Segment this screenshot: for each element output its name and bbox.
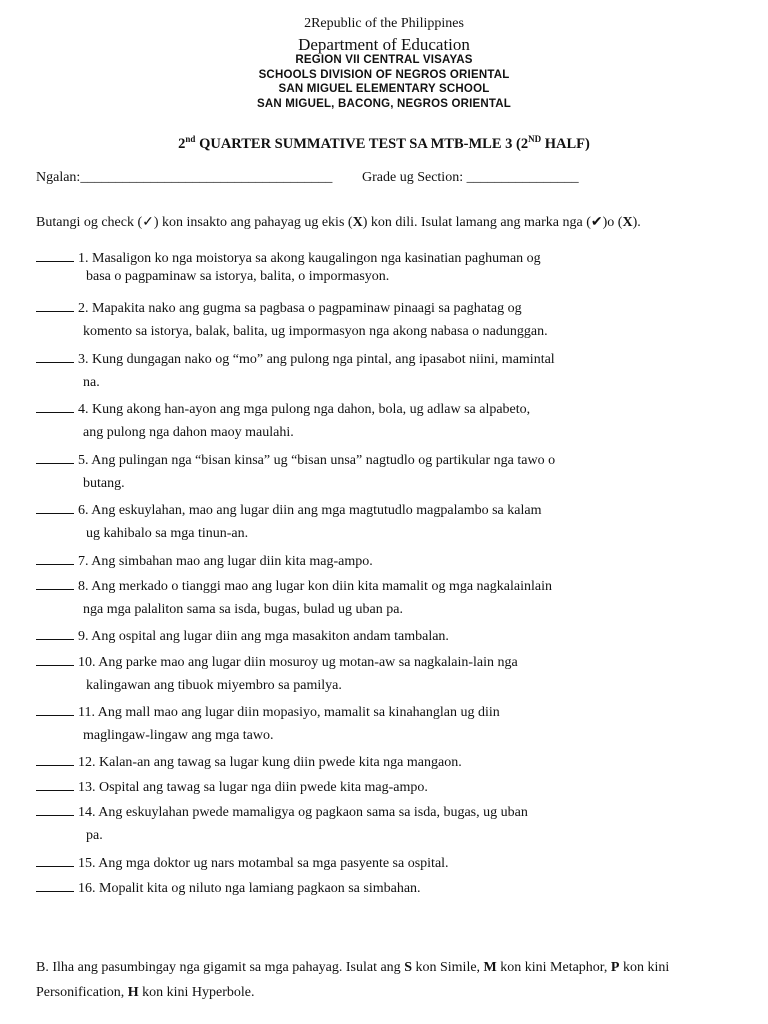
test-item	[36, 703, 500, 721]
answer-blank[interactable]	[36, 400, 74, 413]
item-number: 15.	[78, 856, 96, 871]
region-line: REGION VII CENTRAL VISAYAS	[295, 54, 473, 66]
item-text: Ang eskuylahan pwede mamaligya og pagkaon sama sa isda, bugas, ug uban	[98, 805, 528, 820]
item-number: 12.	[78, 755, 96, 770]
test-item	[36, 879, 421, 897]
item-text-continued: ug kahibalo sa mga tinun-an.	[86, 526, 249, 541]
answer-blank[interactable]	[36, 753, 74, 766]
item-text: Ang merkado o tianggi mao ang lugar kon diin kita mamalit og mga nagkalainlain	[91, 579, 552, 594]
item-text-continued: na.	[83, 375, 100, 390]
test-item	[36, 854, 449, 872]
item-text-continued: nga mga palaliton sama sa isda, bugas, bulad ug uban pa.	[83, 602, 403, 617]
answer-blank[interactable]	[36, 451, 74, 464]
item-number: 2.	[78, 301, 89, 316]
item-number: 7.	[78, 554, 89, 569]
item-text: Ang simbahan mao ang lugar diin kita mag-ampo.	[91, 554, 373, 569]
student-info-row	[36, 170, 579, 186]
item-text: Mapakita nako ang gugma sa pagbasa o pagpaminaw pinaagi sa paghatag og	[92, 301, 522, 316]
answer-blank[interactable]	[36, 249, 74, 262]
item-number: 13.	[78, 780, 96, 795]
answer-blank[interactable]	[36, 299, 74, 312]
test-item	[36, 753, 462, 771]
item-text: Ang eskuylahan, mao ang lugar diin ang mga magtutudlo magpalambo sa kalam	[91, 503, 542, 518]
item-text: Ang pulingan nga “bisan kinsa” ug “bisan unsa” nagtudlo og partikular nga tawo o	[91, 453, 556, 468]
item-text-continued: butang.	[83, 476, 125, 491]
item-text: Mopalit kita og niluto nga lamiang pagkaon sa simbahan.	[99, 881, 421, 896]
item-text: Kung akong han-ayon ang mga pulong nga dahon, bola, ug adlaw sa alpabeto,	[92, 402, 531, 417]
answer-blank[interactable]	[36, 778, 74, 791]
item-number: 1.	[78, 251, 89, 266]
grade-section-field[interactable]: Grade ug Section: ________________	[362, 170, 579, 185]
answer-blank[interactable]	[36, 627, 74, 640]
item-text: Ang ospital ang lugar diin ang mga masakiton andam tambalan.	[91, 629, 449, 644]
check-symbol: ✓	[142, 215, 154, 230]
test-title: 2nd QUARTER SUMMATIVE TEST SA MTB-MLE 3 (2ND HALF)	[178, 134, 590, 152]
test-item	[36, 501, 541, 519]
item-number: 14.	[78, 805, 96, 820]
item-number: 4.	[78, 402, 89, 417]
republic-line: 2Republic of the Philippines	[304, 16, 464, 31]
test-item	[36, 778, 428, 796]
item-number: 5.	[78, 453, 89, 468]
test-item	[36, 400, 530, 418]
section-b-instructions: B. Ilha ang pasumbingay nga gigamit sa mga pahayag. Isulat ang S kon Simile, M kon kini Metaphor, P kon kini Personification, H kon kini Hyperbole.	[36, 960, 670, 1000]
item-text-continued: pa.	[86, 828, 103, 843]
division-line: SCHOOLS DIVISION OF NEGROS ORIENTAL	[258, 69, 510, 81]
answer-blank[interactable]	[36, 703, 74, 716]
checkmark-symbol: ✔	[590, 215, 603, 230]
answer-blank[interactable]	[36, 552, 74, 565]
answer-blank[interactable]	[36, 879, 74, 892]
answer-blank[interactable]	[36, 653, 74, 666]
test-item	[36, 803, 528, 821]
item-number: 6.	[78, 503, 89, 518]
test-item	[36, 299, 522, 317]
test-item	[36, 350, 555, 368]
test-item	[36, 627, 449, 645]
item-text-continued: basa o pagpaminaw sa istorya, balita, o impormasyon.	[86, 269, 390, 284]
item-number: 10.	[78, 655, 96, 670]
instructions: Butangi og check (✓) kon insakto ang pahayag ug ekis (X) kon dili. Isulat lamang ang marka nga (✔)o (X).	[36, 215, 641, 230]
item-text-continued: kalingawan ang tibuok miyembro sa pamilya.	[86, 678, 342, 693]
item-text: Ang mga doktor ug nars motambal sa mga pasyente sa ospital.	[98, 856, 449, 871]
name-field[interactable]: Ngalan:____________________________________	[36, 170, 333, 185]
item-number: 8.	[78, 579, 89, 594]
item-number: 3.	[78, 352, 89, 367]
item-text-continued: komento sa istorya, balak, balita, ug impormasyon nga akong nabasa o nadunggan.	[83, 324, 548, 339]
answer-blank[interactable]	[36, 577, 74, 590]
item-text: Kalan-an ang tawag sa lugar kung diin pwede kita nga mangaon.	[99, 755, 462, 770]
item-text: Ang mall mao ang lugar diin mopasiyo, mamalit sa kinahanglan ug diin	[97, 705, 500, 720]
address-line: SAN MIGUEL, BACONG, NEGROS ORIENTAL	[256, 98, 512, 110]
item-number: 11.	[78, 705, 95, 720]
item-text: Ang parke mao ang lugar diin mosuroy ug motan-aw sa nagkalain-lain nga	[98, 655, 518, 670]
test-item	[36, 653, 518, 671]
item-text: Kung dungagan nako og “mo” ang pulong nga pintal, ang ipasabot niini, mamintal	[92, 352, 555, 367]
item-text: Masaligon ko nga moistorya sa akong kaugalingon nga kasinatian paghuman og	[92, 251, 541, 266]
item-number: 16.	[78, 881, 96, 896]
answer-blank[interactable]	[36, 501, 74, 514]
item-text-continued: ang pulong nga dahon maoy maulahi.	[83, 425, 294, 440]
test-item	[36, 577, 552, 595]
test-item	[36, 249, 541, 267]
test-item	[36, 451, 555, 469]
answer-blank[interactable]	[36, 854, 74, 867]
answer-blank[interactable]	[36, 803, 74, 816]
answer-blank[interactable]	[36, 350, 74, 363]
department-line: Department of Education	[298, 35, 470, 54]
school-line: SAN MIGUEL ELEMENTARY SCHOOL	[278, 83, 490, 95]
item-text: Ospital ang tawag sa lugar nga diin pwede kita mag-ampo.	[99, 780, 428, 795]
test-item	[36, 552, 373, 570]
item-text-continued: maglingaw-lingaw ang mga tawo.	[83, 728, 274, 743]
item-number: 9.	[78, 629, 89, 644]
